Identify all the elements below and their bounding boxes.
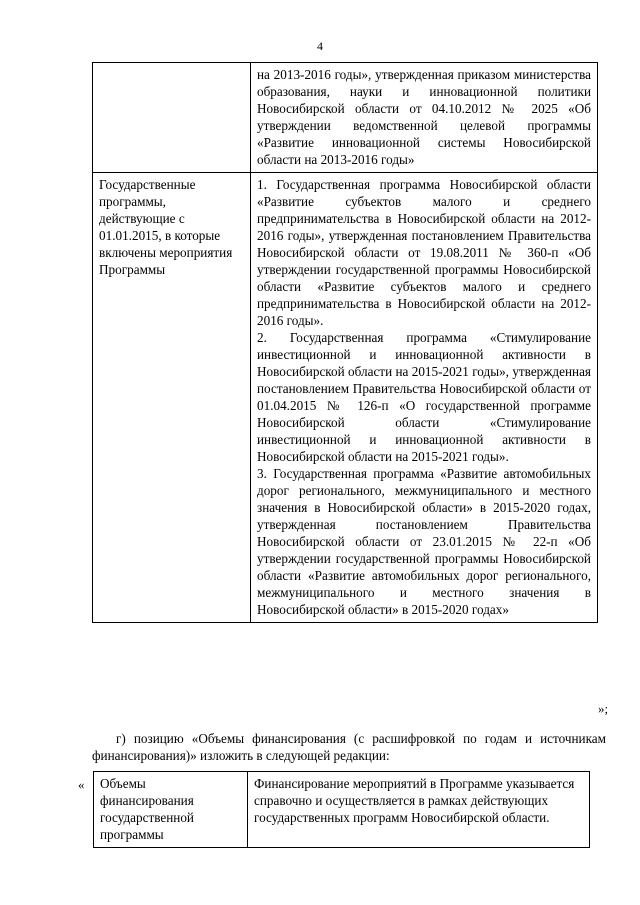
row-value-cell: [251, 173, 598, 623]
program-item: 3. Государственная программа «Развитие автомобильных дорог регионального, межмуниципального и местного значения в Новосибирской области» в 2015-2020 годах, утвержденная постановлением Правительства Новосибирской области от 23.01.2015 № 22-п «Об утверждении государственной программы Новосибирской области «Развитие автомобильных дорог регионального, межмуниципального и местного значения в Новосибирской области» в 2015-2020 годах»: [257, 466, 591, 617]
financing-value-cell: Финансирование мероприятий в Программе указывается справочно и осуществляется в рамках действующих государственных программ Новосибирской области.: [248, 772, 590, 848]
row-label-cell: [93, 63, 251, 173]
table-row: [93, 63, 598, 173]
programs-table: [92, 62, 598, 623]
financing-table: [93, 771, 590, 848]
table-row: [94, 772, 590, 848]
program-item: 2. Государственная программа «Стимулирование инвестиционной и инновационной активности в Новосибирской области на 2015-2021 годы», утвержденная постановлением Правительства Новосибирской области от 01.04.2015 № 126-п «О государственной программе Новосибирской области «Стимулирование инвестиционной и инновационной активности в Новосибирской области на 2015-2021 годы».: [257, 330, 591, 464]
program-item: 1. Государственная программа Новосибирской области «Развитие субъектов малого и среднего предпринимательства в Новосибирской области на 2012-2016 годы», утвержденная постановлением Правительства Новосибирской области от 19.08.2011 № 360-п «Об утверждении государственной программы Новосибирской области «Развитие субъектов малого и среднего предпринимательства в Новосибирской области на 2012-2016 годы».: [257, 177, 591, 328]
closing-quote-mark: »;: [598, 701, 609, 716]
row-value-cell: на 2013-2016 годы», утвержденная приказом министерства образования, науки и инновационной политики Новосибирской области от 04.10.2012 № 2025 «Об утверждении ведомственной целевой программы «Развитие инновационной системы Новосибирской области на 2013-2016 годы»: [251, 63, 598, 173]
opening-quote-mark: «: [78, 777, 85, 792]
paragraph-g: г) позицию «Объемы финансирования (с расшифровкой по годам и источникам финансирования)» изложить в следующей редакции:: [92, 731, 606, 763]
table-row: [93, 173, 598, 623]
page-number: 4: [317, 39, 323, 53]
financing-label-cell: Объемы финансирования государственной программы: [94, 772, 248, 848]
row-label-cell: Государственные программы, действующие с 01.01.2015, в которые включены мероприятия Программы: [93, 173, 251, 623]
